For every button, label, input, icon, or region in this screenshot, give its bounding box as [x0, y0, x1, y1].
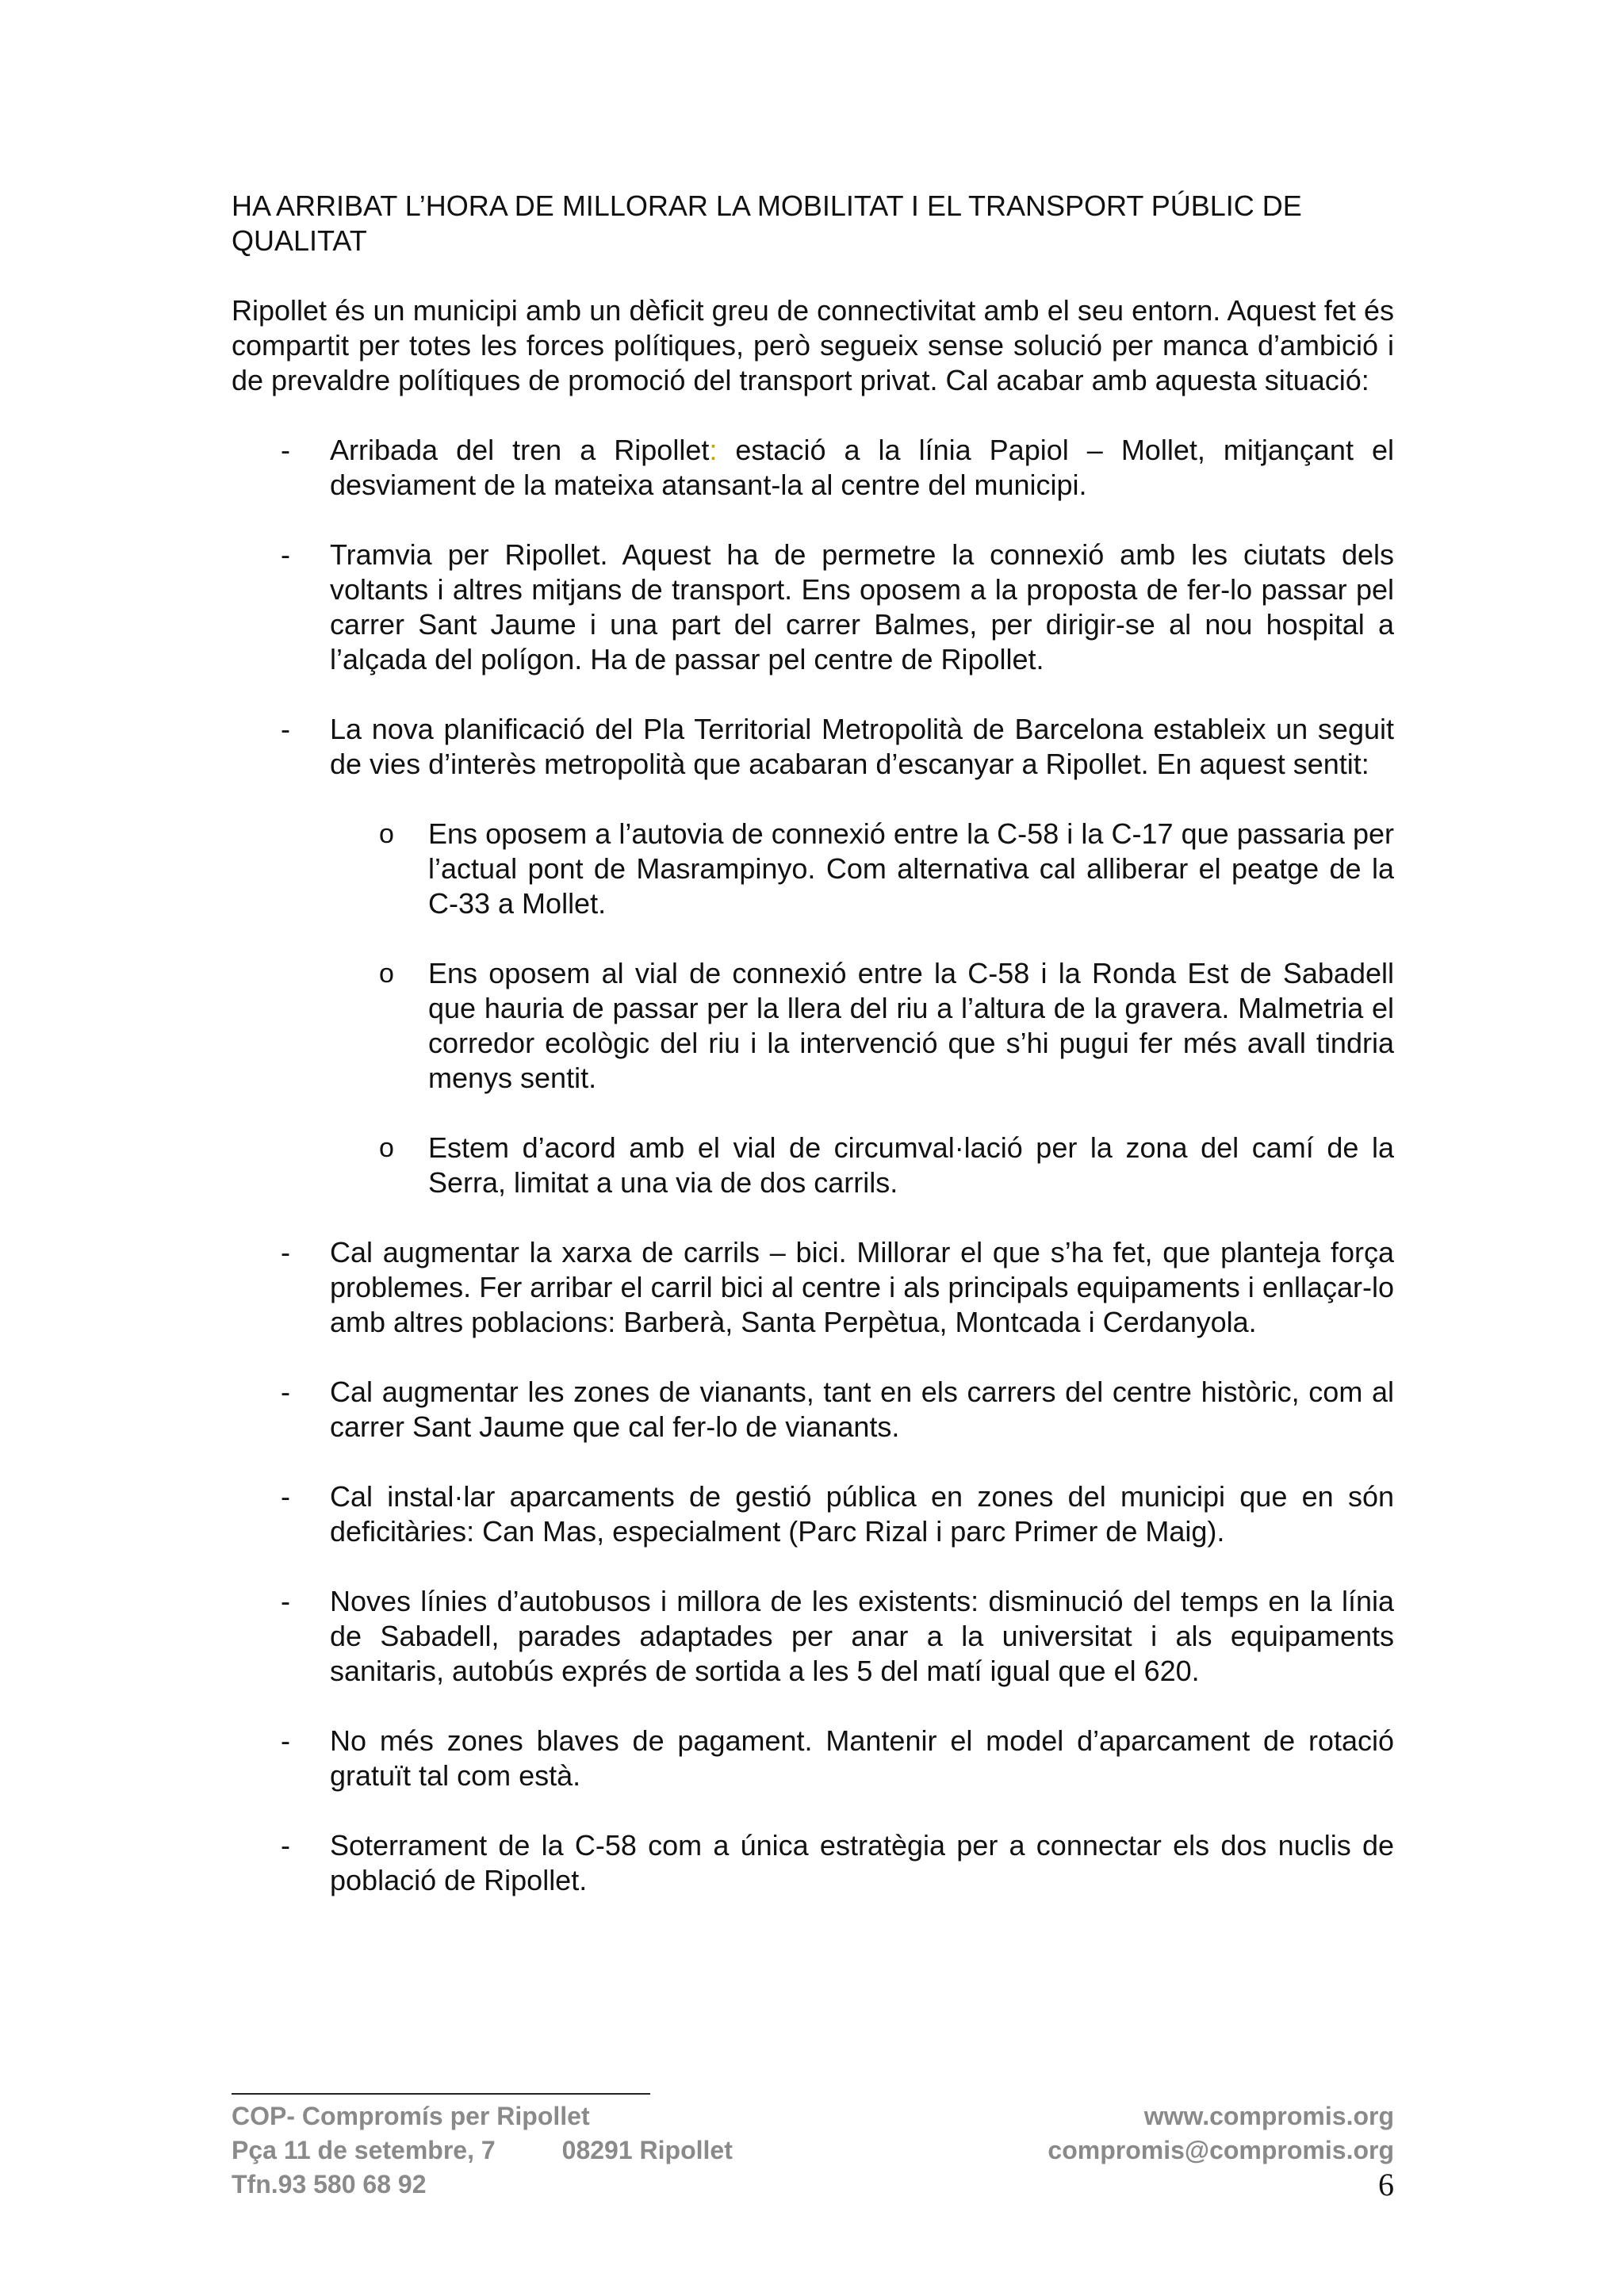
list-item-text: No més zones blaves de pagament. Mantenir el model d’aparcament de rotació gratuït tal com està.	[330, 1724, 1394, 1792]
list-item-text: Cal augmentar la xarxa de carrils – bici. Millorar el que s’ha fet, que planteja força problemes. Fer arribar el carril bici al centre i als principals equipaments i enllaçar-lo amb altres poblacions: Barberà, Santa Perpètua, Montcada i Cerdanyola.	[330, 1236, 1394, 1338]
list-item-text: Cal augmentar les zones de vianants, tant en els carrers del centre històric, com al carrer Sant Jaume que cal fer-lo de vianants.	[330, 1376, 1394, 1443]
dash-bullet: -	[281, 1236, 290, 1269]
dash-bullet: -	[281, 713, 290, 745]
list-item-public-parking	[232, 1479, 1394, 1549]
footer-email-link[interactable]: compromis@compromis.org	[1048, 2136, 1394, 2164]
dash-bullet: -	[281, 538, 290, 571]
footer-phone: Tfn.93 580 68 92	[232, 2170, 427, 2198]
list-item-text	[330, 433, 1394, 503]
dash-bullet: -	[281, 434, 290, 466]
circle-bullet: o	[379, 1133, 394, 1163]
dash-bullet: -	[281, 1480, 290, 1513]
list-item-tram	[232, 538, 1394, 677]
list-item-lead: Arribada del tren a Ripollet	[330, 434, 710, 466]
dash-bullet: -	[281, 1724, 290, 1757]
footer-website-link[interactable]: www.compromis.org	[1143, 2102, 1394, 2130]
colon-accent: :	[709, 434, 718, 466]
section-heading: HA ARRIBAT L’HORA DE MILLORAR LA MOBILITAT I EL TRANSPORT PÚBLIC DE QUALITAT	[232, 189, 1302, 257]
footer-divider	[232, 2093, 650, 2095]
list-item-bus-lines	[232, 1584, 1394, 1689]
dash-bullet: -	[281, 1585, 290, 1617]
document-body	[232, 189, 1394, 1933]
circle-bullet: o	[379, 819, 394, 849]
list-item-blue-zones	[232, 1724, 1394, 1793]
footer-web	[1048, 2099, 1394, 2168]
sub-list-item-text: Ens oposem a l’autovia de connexió entre la C-58 i la C-17 que passaria per l’actual pont de Masrampinyo. Com alternativa cal alliberar el peatge de la C-33 a Mollet.	[428, 817, 1394, 920]
page-number: 6	[1378, 2167, 1394, 2202]
list-item-text: Noves línies d’autobusos i millora de les existents: disminució del temps en la línia de Sabadell, parades adaptades per anar a la universitat i als equipaments sanitaris, autobús exprés de sortida a les 5 del matí igual que el 620.	[330, 1585, 1394, 1687]
list-item-text: Soterrament de la C-58 com a única estratègia per a connectar els dos nuclis de població de Ripollet.	[330, 1829, 1394, 1896]
page-footer	[232, 2099, 1394, 2210]
proposal-list	[232, 433, 1394, 1898]
sub-list	[330, 817, 1394, 1200]
list-item-text: La nova planificació del Pla Territorial Metropolità de Barcelona estableix un seguit de vies d’interès metropolità que acabaran d’escanyar a Ripollet. En aquest sentit:	[330, 713, 1394, 780]
footer-org: COP- Compromís per Ripollet	[232, 2102, 590, 2130]
list-item-train	[232, 433, 1394, 503]
list-item-text: Cal instal·lar aparcaments de gestió pública en zones del municipi que en són deficitàries: Can Mas, especialment (Parc Rizal i parc Primer de Maig).	[330, 1480, 1394, 1548]
footer-address: Pça 11 de setembre, 7	[232, 2136, 496, 2164]
intro-paragraph: Ripollet és un municipi amb un dèficit greu de connectivitat amb el seu entorn. Aquest fet és compartit per totes les forces polítiques, però segueix sense solució per manca d’ambició i de prevaldre polítiques de promoció del transport privat. Cal acabar amb aquesta situació:	[232, 294, 1394, 396]
list-item-rest: estació a la línia Papiol – Mollet, mitjançant el desviament de la mateixa atansant-la al centre del municipi.	[330, 434, 1395, 501]
list-item-text: Tramvia per Ripollet. Aquest ha de permetre la connexió amb les ciutats dels voltants i altres mitjans de transport. Ens oposem a la proposta de fer-lo passar pel carrer Sant Jaume i una part del carrer Balmes, per dirigir-se al nou hospital a l’alçada del polígon. Ha de passar pel centre de Ripollet.	[330, 538, 1394, 675]
list-item-bike-lanes	[232, 1235, 1394, 1340]
dash-bullet: -	[281, 1376, 290, 1408]
footer-contact	[232, 2099, 733, 2202]
sub-list-item	[330, 1131, 1394, 1200]
sub-list-item	[330, 817, 1394, 921]
sub-list-item	[330, 956, 1394, 1096]
list-item-metropolitan-plan	[232, 712, 1394, 1200]
list-item-c58-burial	[232, 1828, 1394, 1898]
sub-list-item-text: Ens oposem al vial de connexió entre la C-58 i la Ronda Est de Sabadell que hauria de passar per la llera del riu a l’altura de la gravera. Malmetria el corredor ecològic del riu i la intervenció que s’hi pugui fer més avall tindria menys sentit.	[428, 957, 1394, 1094]
dash-bullet: -	[281, 1829, 290, 1862]
list-item-pedestrian-zones	[232, 1375, 1394, 1445]
sub-list-item-text: Estem d’acord amb el vial de circumval·lació per la zona del camí de la Serra, limitat a una via de dos carrils.	[428, 1131, 1394, 1199]
footer-postal: 08291 Ripollet	[561, 2136, 733, 2164]
footer-address-row	[232, 2133, 733, 2168]
circle-bullet: o	[379, 959, 394, 989]
